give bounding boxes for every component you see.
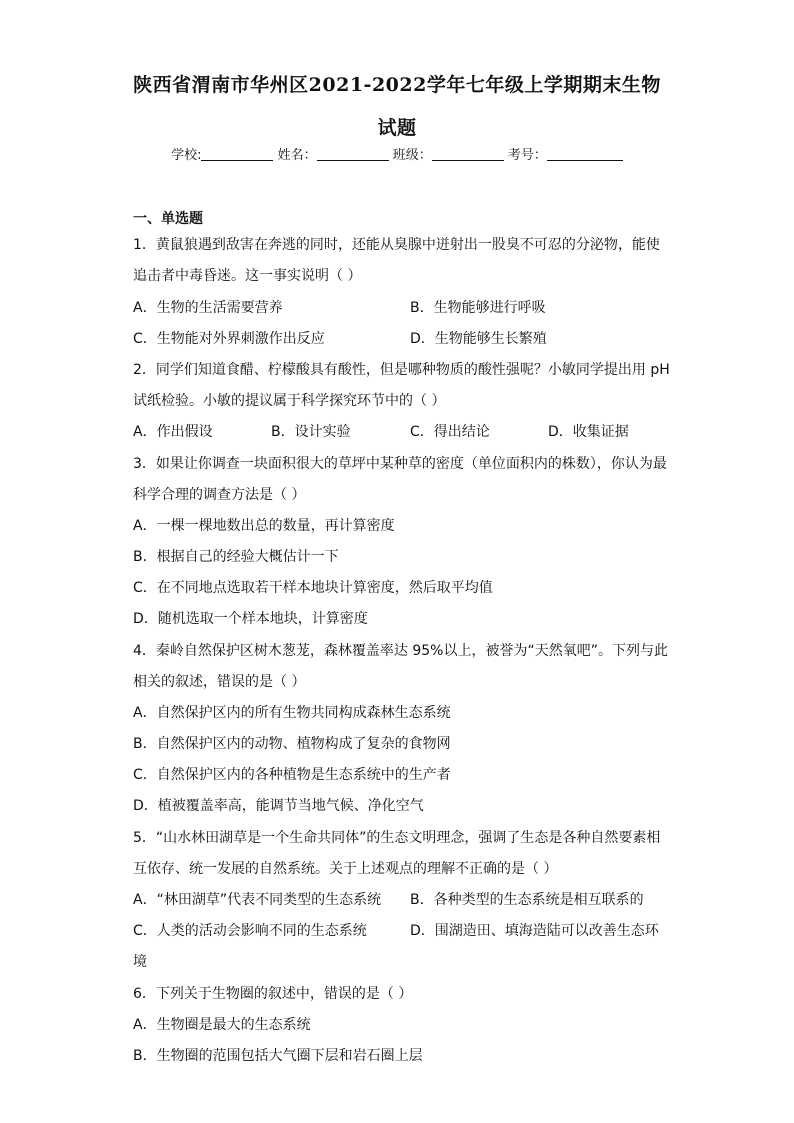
q3-option-c: C．在不同地点选取若干样本地块计算密度，然后取平均值 bbox=[133, 580, 493, 596]
exam-title-line2: 试题 bbox=[377, 117, 417, 139]
q2-stem-line1: 2．同学们知道食醋、柠檬酸具有酸性，但是哪种物质的酸性强呢？小敏同学提出用 pH bbox=[133, 362, 670, 378]
q4-stem-line1: 4．秦岭自然保护区树木葱茏，森林覆盖率达 95%以上，被誉为“天然氧吧”。下列与此 bbox=[133, 643, 668, 659]
q3-option-d: D．随机选取一个样本地块，计算密度 bbox=[133, 611, 368, 627]
exam-number-label: 考号： bbox=[507, 148, 547, 163]
school-blank[interactable] bbox=[201, 146, 273, 161]
school-label: 学校: bbox=[171, 148, 202, 163]
q5-option-d: D．围湖造田、填海造陆可以改善生态环 bbox=[410, 923, 659, 939]
name-blank[interactable] bbox=[317, 146, 389, 161]
q4-option-c: C．自然保护区内的各种植物是生态系统中的生产者 bbox=[133, 767, 451, 783]
q1-option-a: A．生物的生活需要营养 bbox=[133, 300, 283, 316]
q2-option-d: D．收集证据 bbox=[548, 424, 629, 440]
q1-option-c: C．生物能对外界刺激作出反应 bbox=[133, 331, 325, 347]
class-label: 班级： bbox=[392, 148, 432, 163]
q2-option-a: A．作出假设 bbox=[133, 424, 213, 440]
q4-option-d: D．植被覆盖率高，能调节当地气候、净化空气 bbox=[133, 798, 424, 814]
q1-option-d: D．生物能够生长繁殖 bbox=[410, 331, 547, 347]
q4-stem-line2: 相关的叙述，错误的是（ ） bbox=[133, 674, 306, 690]
class-blank[interactable] bbox=[432, 146, 504, 161]
q5-option-d-continued: 境 bbox=[133, 954, 147, 970]
q6-stem-line1: 6．下列关于生物圈的叙述中，错误的是（ ） bbox=[133, 986, 413, 1002]
q5-option-b: B．各种类型的生态系统是相互联系的 bbox=[410, 892, 644, 908]
section-title: 一、单选题 bbox=[133, 211, 203, 227]
q5-stem-line1: 5．“山水林田湖草是一个生命共同体”的生态文明理念，强调了生态是各种自然要素相 bbox=[133, 830, 661, 846]
q3-stem-line1: 3．如果让你调查一块面积很大的草坪中某种草的密度（单位面积内的株数），你认为最 bbox=[133, 456, 667, 472]
q5-option-a: A．“林田湖草”代表不同类型的生态系统 bbox=[133, 892, 382, 908]
q4-option-b: B．自然保护区内的动物、植物构成了复杂的食物网 bbox=[133, 736, 451, 752]
q2-option-b: B．设计实验 bbox=[271, 424, 351, 440]
q2-option-c: C．得出结论 bbox=[410, 424, 490, 440]
q5-option-c: C．人类的活动会影响不同的生态系统 bbox=[133, 923, 367, 939]
q1-option-b: B．生物能够进行呼吸 bbox=[410, 300, 546, 316]
exam-number-blank[interactable] bbox=[547, 146, 623, 161]
student-info-row bbox=[0, 144, 794, 163]
q1-stem-line2: 追击者中毒昏迷。这一事实说明（ ） bbox=[133, 268, 362, 284]
name-label: 姓名： bbox=[277, 148, 317, 163]
q4-option-a: A．自然保护区内的所有生物共同构成森林生态系统 bbox=[133, 705, 451, 721]
exam-title-line1: 陕西省渭南市华州区2021-2022学年七年级上学期期末生物 bbox=[133, 74, 661, 96]
q2-stem-line2: 试纸检验。小敏的提议属于科学探究环节中的（ ） bbox=[133, 393, 446, 409]
q3-option-a: A．一棵一棵地数出总的数量，再计算密度 bbox=[133, 518, 395, 534]
q5-stem-line2: 互依存、统一发展的自然系统。关于上述观点的理解不正确的是（ ） bbox=[133, 861, 558, 877]
q1-stem-line1: 1．黄鼠狼遇到敌害在奔逃的同时，还能从臭腺中迸射出一股臭不可忍的分泌物，能使 bbox=[133, 237, 660, 253]
q6-option-a: A．生物圈是最大的生态系统 bbox=[133, 1017, 311, 1033]
q3-stem-line2: 科学合理的调查方法是（ ） bbox=[133, 487, 306, 503]
q3-option-b: B．根据自己的经验大概估计一下 bbox=[133, 549, 339, 565]
q6-option-b: B．生物圈的范围包括大气圈下层和岩石圈上层 bbox=[133, 1048, 423, 1064]
